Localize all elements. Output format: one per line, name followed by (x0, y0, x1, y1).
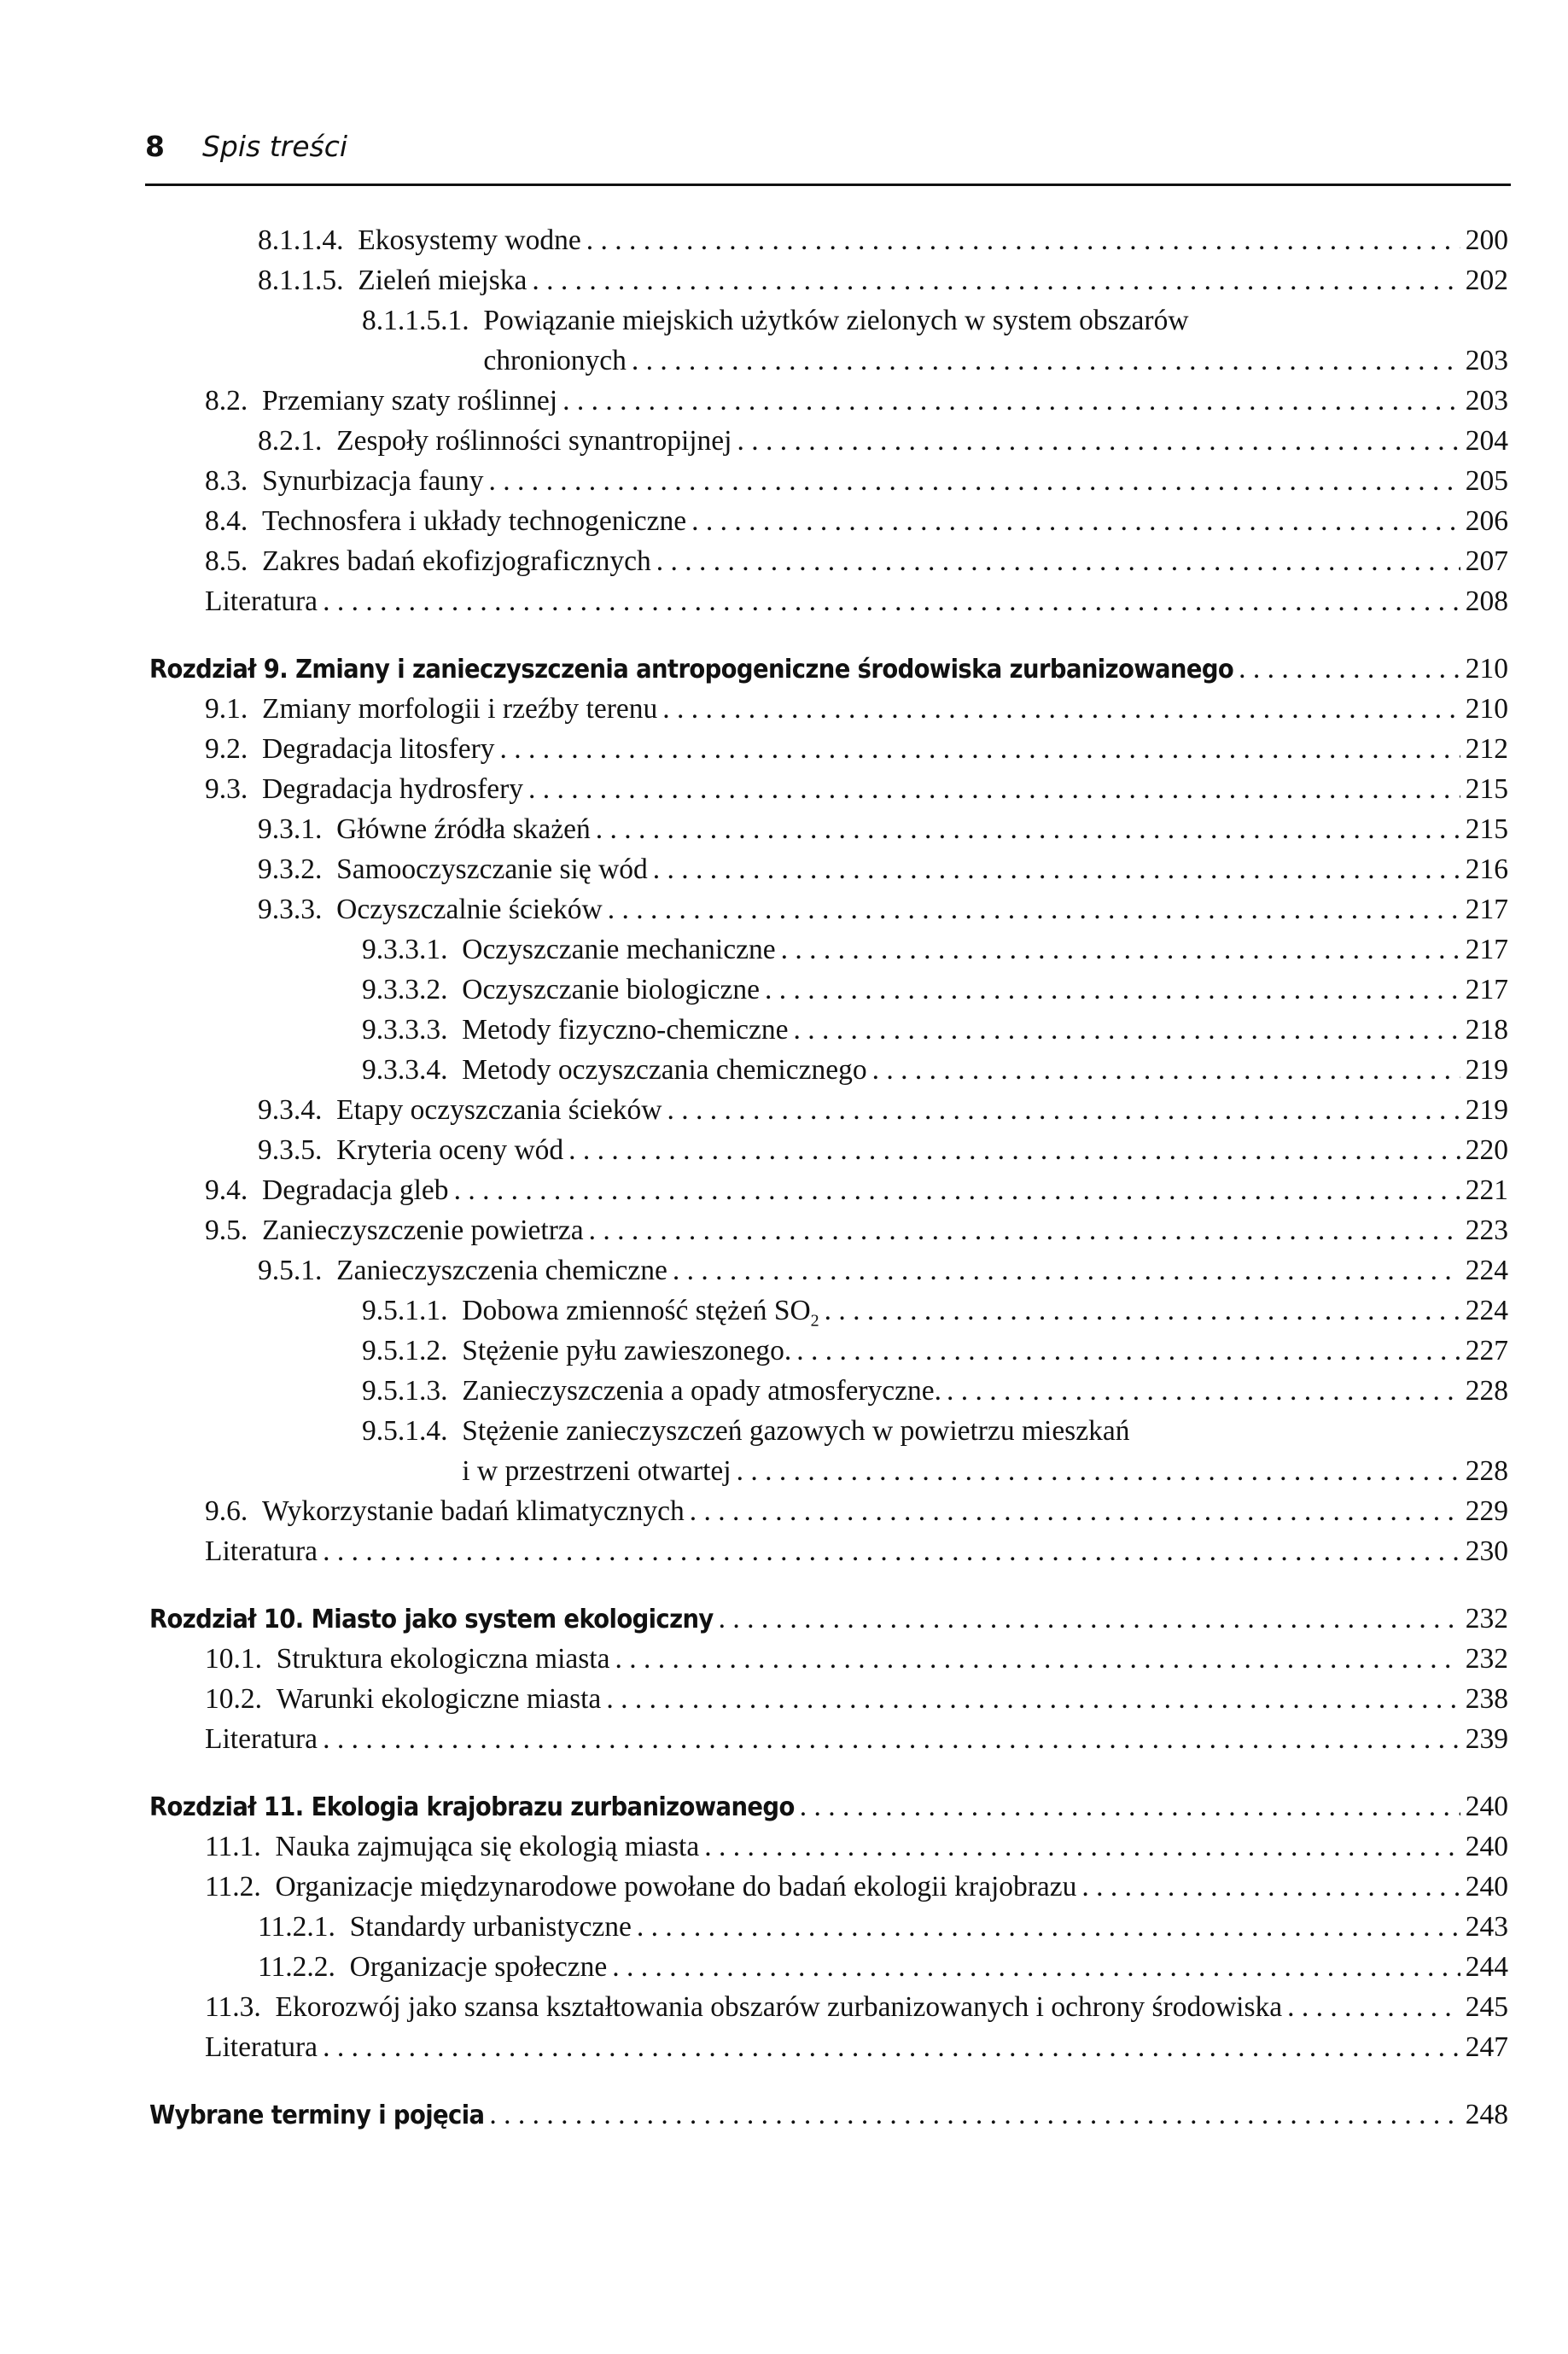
toc-entry-label (205, 729, 495, 769)
chapter-spacing (0, 1759, 1568, 1786)
table-of-contents (0, 220, 1568, 2135)
dot-leader (489, 461, 1460, 501)
toc-page-number: 232 (1465, 1643, 1508, 1675)
toc-entry-label (205, 541, 651, 581)
continuation-text: chronionych (483, 345, 627, 376)
toc-entry-title: Etapy oczyszczania ścieków (336, 1094, 662, 1126)
toc-entry-continuation[interactable] (0, 1451, 1508, 1491)
toc-entry-label (362, 1010, 789, 1050)
toc-page-number: 240 (1465, 1831, 1508, 1862)
toc-entry-label (149, 2095, 484, 2135)
toc-page-number: 227 (1465, 1335, 1508, 1366)
toc-page-number: 239 (1465, 1723, 1508, 1755)
dot-leader (612, 1947, 1460, 1987)
toc-entry-row[interactable] (0, 541, 1508, 581)
dot-leader (562, 381, 1460, 421)
toc-page-number: 229 (1465, 1495, 1508, 1527)
toc-entry-title: Stężenie pyłu zawieszonego. (462, 1335, 792, 1366)
toc-entry-label (258, 849, 648, 889)
toc-entry-title: Literatura (205, 1723, 318, 1755)
toc-entry-row[interactable] (0, 1090, 1508, 1130)
toc-entry-number: 11.3. (205, 1991, 261, 2023)
dot-leader (323, 581, 1460, 621)
dot-leader (737, 421, 1460, 461)
toc-entry-row[interactable] (0, 1331, 1508, 1371)
toc-entry-number: 9.5.1.2. (362, 1335, 448, 1366)
toc-page-number: 219 (1465, 1094, 1508, 1126)
toc-entry-label (205, 581, 318, 621)
dot-leader (653, 849, 1460, 889)
dot-leader (947, 1371, 1460, 1411)
toc-page-number: 217 (1465, 934, 1508, 965)
toc-page-number: 210 (1465, 693, 1508, 725)
toc-entry-number: 9.5.1.4. (362, 1415, 448, 1447)
toc-entry-label (205, 1867, 1076, 1907)
dot-leader (528, 769, 1460, 809)
toc-entry-row[interactable] (0, 1250, 1508, 1291)
toc-entry-row[interactable] (0, 1987, 1508, 2027)
dot-leader (608, 889, 1460, 929)
toc-page-number: 247 (1465, 2031, 1508, 2063)
toc-entry-row[interactable] (0, 501, 1508, 541)
toc-entry-label (362, 300, 1189, 341)
dot-leader (796, 1331, 1460, 1371)
toc-entry-row[interactable] (0, 461, 1508, 501)
toc-entry-label (205, 689, 657, 729)
toc-entry-number: 9.2. (205, 733, 248, 765)
toc-entry-title: Ekosystemy wodne (358, 224, 581, 256)
toc-page-number: 238 (1465, 1683, 1508, 1715)
toc-entry-label (258, 1130, 563, 1170)
toc-page-number: 245 (1465, 1991, 1508, 2023)
dot-leader (589, 1210, 1460, 1250)
toc-entry-title: Ekorozwój jako szansa kształtowania obszarów zurbanizowanych i ochrony środowiska (275, 1991, 1283, 2023)
toc-page-number: 202 (1465, 265, 1508, 296)
toc-entry-title: Samooczyszczanie się wód (336, 854, 648, 885)
toc-entry-title: Literatura (205, 2031, 318, 2063)
dot-leader (489, 2095, 1460, 2135)
toc-page-number: 217 (1465, 974, 1508, 1005)
toc-page-number: 228 (1465, 1455, 1508, 1487)
toc-entry-title: Technosfera i układy technogeniczne (262, 505, 687, 537)
toc-entry-row[interactable] (0, 220, 1508, 260)
toc-entry-row[interactable] (0, 849, 1508, 889)
toc-entry-label (258, 1250, 667, 1291)
running-title: Spis treści (201, 130, 348, 163)
toc-entry-label (205, 461, 484, 501)
toc-entry-number: 8.2. (205, 385, 248, 417)
toc-entry-number: 9.3.1. (258, 813, 323, 845)
dot-leader (662, 689, 1460, 729)
toc-entry-number: 8.3. (205, 465, 248, 497)
toc-entry-title: Organizacje międzynarodowe powołane do badań ekologii krajobrazu (275, 1871, 1077, 1902)
toc-entry-subscript: 2 (810, 1311, 819, 1331)
toc-entry-title: Zanieczyszczenia chemiczne (336, 1255, 667, 1286)
toc-chapter-row[interactable] (0, 1599, 1508, 1639)
toc-entry-row[interactable] (0, 809, 1508, 849)
toc-entry-title: Warunki ekologiczne miasta (276, 1683, 602, 1715)
toc-entry-number: 10.2. (205, 1683, 262, 1715)
toc-entry-label (258, 809, 591, 849)
toc-entry-title: Ekologia krajobrazu zurbanizowanego (311, 1792, 795, 1822)
dot-leader (323, 2027, 1460, 2067)
toc-entry-title: Oczyszczalnie ścieków (336, 894, 603, 925)
toc-entry-row[interactable] (0, 1719, 1508, 1759)
toc-entry-number: Rozdział 10. (149, 1605, 304, 1634)
toc-page-number: 224 (1465, 1255, 1508, 1286)
toc-entry-title: Zmiany i zanieczyszczenia antropogeniczne środowiska zurbanizowanego (295, 655, 1234, 685)
dot-leader (825, 1291, 1460, 1331)
toc-entry-title: Organizacje społeczne (349, 1951, 608, 1983)
toc-entry-row[interactable] (0, 1531, 1508, 1571)
toc-entry-number: 9.3.3.1. (362, 934, 448, 965)
running-head (145, 130, 1511, 172)
toc-entry-row[interactable] (0, 260, 1508, 300)
toc-entry-number: 9.4. (205, 1174, 248, 1206)
toc-entry-number: Rozdział 11. (149, 1792, 304, 1822)
toc-entry-label (362, 1331, 791, 1371)
toc-entry-number: 11.2.1. (258, 1911, 335, 1943)
toc-entry-row[interactable] (0, 1907, 1508, 1947)
toc-entry-label (362, 929, 776, 970)
toc-page-number: 200 (1465, 224, 1508, 256)
toc-page-number: 204 (1465, 425, 1508, 457)
toc-entry-number: 8.5. (205, 545, 248, 577)
toc-entry-title: Struktura ekologiczna miasta (276, 1643, 610, 1675)
toc-entry-number: 9.3.3.2. (362, 974, 448, 1005)
toc-entry-label (205, 1170, 449, 1210)
dot-leader (656, 541, 1460, 581)
toc-entry-title: Kryteria oceny wód (336, 1134, 564, 1166)
toc-entry-title: Zanieczyszczenia a opady atmosferyczne. (462, 1375, 941, 1407)
toc-entry-title: Wybrane terminy i pojęcia (149, 2101, 485, 2130)
dot-leader (596, 809, 1460, 849)
toc-entry-row[interactable] (0, 1371, 1508, 1411)
toc-entry-title: Degradacja gleb (262, 1174, 449, 1206)
toc-entry-label (258, 1090, 662, 1130)
toc-entry-label (205, 1987, 1282, 2027)
toc-entry-title: Główne źródła skażeń (336, 813, 591, 845)
toc-page-number: 203 (1465, 345, 1508, 376)
continuation-text: i w przestrzeni otwartej (462, 1455, 732, 1487)
page-number: 8 (145, 130, 165, 163)
toc-page-number: 218 (1465, 1014, 1508, 1046)
toc-page-number: 244 (1465, 1951, 1508, 1983)
toc-entry-row[interactable] (0, 300, 1508, 341)
dot-leader (765, 970, 1460, 1010)
toc-entry-label (258, 889, 603, 929)
toc-entry-number: 9.3. (205, 773, 248, 805)
toc-entry-title: Przemiany szaty roślinnej (262, 385, 558, 417)
toc-entry-number: 11.1. (205, 1831, 261, 1862)
dot-leader (532, 260, 1460, 300)
toc-entry-label (362, 1050, 867, 1090)
toc-entry-title: Metody oczyszczania chemicznego (462, 1054, 867, 1086)
chapter-spacing (0, 621, 1568, 649)
dot-leader (1239, 649, 1460, 689)
toc-entry-number: 8.2.1. (258, 425, 323, 457)
toc-entry-label (205, 769, 523, 809)
toc-entry-number: 9.6. (205, 1495, 248, 1527)
header-rule (145, 184, 1511, 186)
toc-page-number: 243 (1465, 1911, 1508, 1943)
toc-entry-number: 8.1.1.5.1. (362, 305, 469, 336)
toc-entry-title: Zespoły roślinności synantropijnej (336, 425, 732, 457)
dot-leader (737, 1451, 1460, 1491)
toc-entry-row[interactable] (0, 689, 1508, 729)
toc-entry-number: 9.5. (205, 1215, 248, 1246)
toc-entry-number: 9.5.1.3. (362, 1375, 448, 1407)
toc-entry-label (205, 501, 686, 541)
toc-entry-title: Oczyszczanie mechaniczne (462, 934, 776, 965)
toc-entry-title: Literatura (205, 586, 318, 617)
dot-leader (794, 1010, 1460, 1050)
toc-entry-row[interactable] (0, 421, 1508, 461)
dot-leader (1081, 1867, 1460, 1907)
toc-entry-label (362, 1291, 819, 1331)
dot-leader (568, 1130, 1460, 1170)
toc-entry-number: Rozdział 9. (149, 655, 289, 685)
toc-entry-label (149, 1787, 795, 1827)
toc-entry-title: Zieleń miejska (358, 265, 528, 296)
chapter-spacing (0, 2067, 1568, 2095)
toc-entry-title: Dobowa zmienność stężeń SO (462, 1295, 811, 1326)
toc-entry-number: 11.2.2. (258, 1951, 335, 1983)
toc-entry-row[interactable] (0, 729, 1508, 769)
dot-leader (704, 1827, 1460, 1867)
toc-entry-row[interactable] (0, 769, 1508, 809)
toc-entry-number: 9.3.3. (258, 894, 323, 925)
toc-entry-title: Miasto jako system ekologiczny (311, 1605, 714, 1634)
toc-entry-number: 9.3.2. (258, 854, 323, 885)
toc-entry-row[interactable] (0, 1827, 1508, 1867)
dot-leader (637, 1907, 1460, 1947)
toc-entry-number: 8.1.1.4. (258, 224, 344, 256)
chapter-spacing (0, 1571, 1568, 1599)
toc-entry-row[interactable] (0, 1291, 1508, 1331)
toc-entry-label (205, 1210, 584, 1250)
toc-page-number: 212 (1465, 733, 1508, 765)
toc-page-number: 215 (1465, 813, 1508, 845)
toc-entry-row[interactable] (0, 381, 1508, 421)
toc-entry-number: 9.5.1.1. (362, 1295, 448, 1326)
toc-entry-number: 9.5.1. (258, 1255, 323, 1286)
toc-entry-number: 10.1. (205, 1643, 262, 1675)
toc-page-number: 219 (1465, 1054, 1508, 1086)
toc-entry-title: Synurbizacja fauny (262, 465, 484, 497)
toc-entry-title: Oczyszczanie biologiczne (462, 974, 761, 1005)
toc-entry-row[interactable] (0, 1947, 1508, 1987)
toc-page-number: 203 (1465, 385, 1508, 417)
toc-entry-row[interactable] (0, 1130, 1508, 1170)
dot-leader (323, 1719, 1460, 1759)
toc-entry-row[interactable] (0, 1170, 1508, 1210)
toc-entry-title: Powiązanie miejskich użytków zielonych w system obszarów (483, 305, 1189, 336)
toc-entry-row[interactable] (0, 2027, 1508, 2067)
toc-page-number: 217 (1465, 894, 1508, 925)
toc-page-number: 215 (1465, 773, 1508, 805)
dot-leader (667, 1090, 1460, 1130)
toc-entry-number: 8.1.1.5. (258, 265, 344, 296)
dot-leader (691, 501, 1460, 541)
toc-entry-title: Zanieczyszczenie powietrza (262, 1215, 584, 1246)
toc-entry-row[interactable] (0, 889, 1508, 929)
toc-entry-label (205, 1639, 609, 1679)
toc-page-number: 230 (1465, 1535, 1508, 1567)
toc-entry-row[interactable] (0, 970, 1508, 1010)
toc-entry-label (205, 1719, 318, 1759)
toc-entry-label (258, 220, 581, 260)
toc-entry-label (205, 1679, 601, 1719)
toc-entry-number: 9.3.3.3. (362, 1014, 448, 1046)
toc-page-number: 208 (1465, 586, 1508, 617)
dot-leader (719, 1599, 1460, 1639)
toc-entry-row[interactable] (0, 1210, 1508, 1250)
dot-leader (1287, 1987, 1460, 2027)
dot-leader (800, 1786, 1460, 1827)
toc-entry-row[interactable] (0, 1491, 1508, 1531)
toc-entry-row[interactable] (0, 581, 1508, 621)
toc-entry-row[interactable] (0, 1050, 1508, 1090)
dot-leader (586, 220, 1460, 260)
toc-entry-number: 11.2. (205, 1871, 261, 1902)
dot-leader (872, 1050, 1460, 1090)
toc-page-number: 223 (1465, 1215, 1508, 1246)
toc-entry-label (362, 1371, 941, 1411)
toc-entry-label (149, 1599, 714, 1640)
toc-entry-continuation[interactable] (0, 341, 1508, 381)
toc-entry-number: 9.3.5. (258, 1134, 323, 1166)
toc-entry-row[interactable] (0, 1639, 1508, 1679)
toc-entry-title: Degradacja litosfery (262, 733, 495, 765)
dot-leader (454, 1170, 1460, 1210)
toc-entry-label (258, 421, 732, 461)
toc-entry-number: 8.4. (205, 505, 248, 537)
toc-page-number: 220 (1465, 1134, 1508, 1166)
toc-chapter-row[interactable] (0, 2095, 1508, 2135)
toc-entry-title: Standardy urbanistyczne (349, 1911, 632, 1943)
toc-entry-number: 9.1. (205, 693, 248, 725)
toc-entry-number: 9.3.3.4. (362, 1054, 448, 1086)
toc-page-number: 248 (1465, 2099, 1508, 2130)
toc-page-number: 210 (1465, 653, 1508, 685)
toc-entry-label (362, 970, 760, 1010)
toc-entry-label (258, 1947, 607, 1987)
toc-page-number: 205 (1465, 465, 1508, 497)
dot-leader (323, 1531, 1460, 1571)
dot-leader (615, 1639, 1460, 1679)
toc-entry-row[interactable] (0, 1867, 1508, 1907)
toc-entry-title: Zmiany morfologii i rzeźby terenu (262, 693, 658, 725)
toc-page-number: 240 (1465, 1871, 1508, 1902)
toc-entry-label (149, 650, 1233, 690)
toc-page-number: 232 (1465, 1603, 1508, 1634)
toc-entry-row[interactable] (0, 1010, 1508, 1050)
toc-page-number: 228 (1465, 1375, 1508, 1407)
toc-entry-row[interactable] (0, 1679, 1508, 1719)
toc-entry-number: 9.3.4. (258, 1094, 323, 1126)
toc-entry-title: Literatura (205, 1535, 318, 1567)
toc-page-number: 216 (1465, 854, 1508, 885)
toc-page-number: 224 (1465, 1295, 1508, 1326)
toc-entry-row[interactable] (0, 1411, 1508, 1451)
toc-page-number: 240 (1465, 1791, 1508, 1822)
toc-page-number: 207 (1465, 545, 1508, 577)
toc-entry-label (205, 1531, 318, 1571)
toc-entry-label (362, 1411, 1129, 1451)
toc-entry-label (205, 1491, 685, 1531)
dot-leader (690, 1491, 1460, 1531)
toc-entry-label (258, 1907, 632, 1947)
dot-leader (606, 1679, 1460, 1719)
dot-leader (781, 929, 1460, 970)
dot-leader (500, 729, 1460, 769)
toc-chapter-row[interactable] (0, 649, 1508, 689)
toc-entry-title: Metody fizyczno-chemiczne (462, 1014, 789, 1046)
toc-entry-title: Zakres badań ekofizjograficznych (262, 545, 651, 577)
toc-page-number: 206 (1465, 505, 1508, 537)
toc-entry-label (205, 1827, 699, 1867)
toc-entry-title: Nauka zajmująca się ekologią miasta (275, 1831, 700, 1862)
toc-entry-label (258, 260, 527, 300)
toc-entry-row[interactable] (0, 929, 1508, 970)
toc-entry-label (205, 381, 557, 421)
toc-page-number: 221 (1465, 1174, 1508, 1206)
dot-leader (632, 341, 1460, 381)
dot-leader (673, 1250, 1460, 1291)
toc-entry-label (205, 2027, 318, 2067)
toc-chapter-row[interactable] (0, 1786, 1508, 1827)
toc-entry-title: Stężenie zanieczyszczeń gazowych w powietrzu mieszkań (462, 1415, 1130, 1447)
toc-entry-title: Degradacja hydrosfery (262, 773, 523, 805)
toc-entry-title: Wykorzystanie badań klimatycznych (262, 1495, 685, 1527)
